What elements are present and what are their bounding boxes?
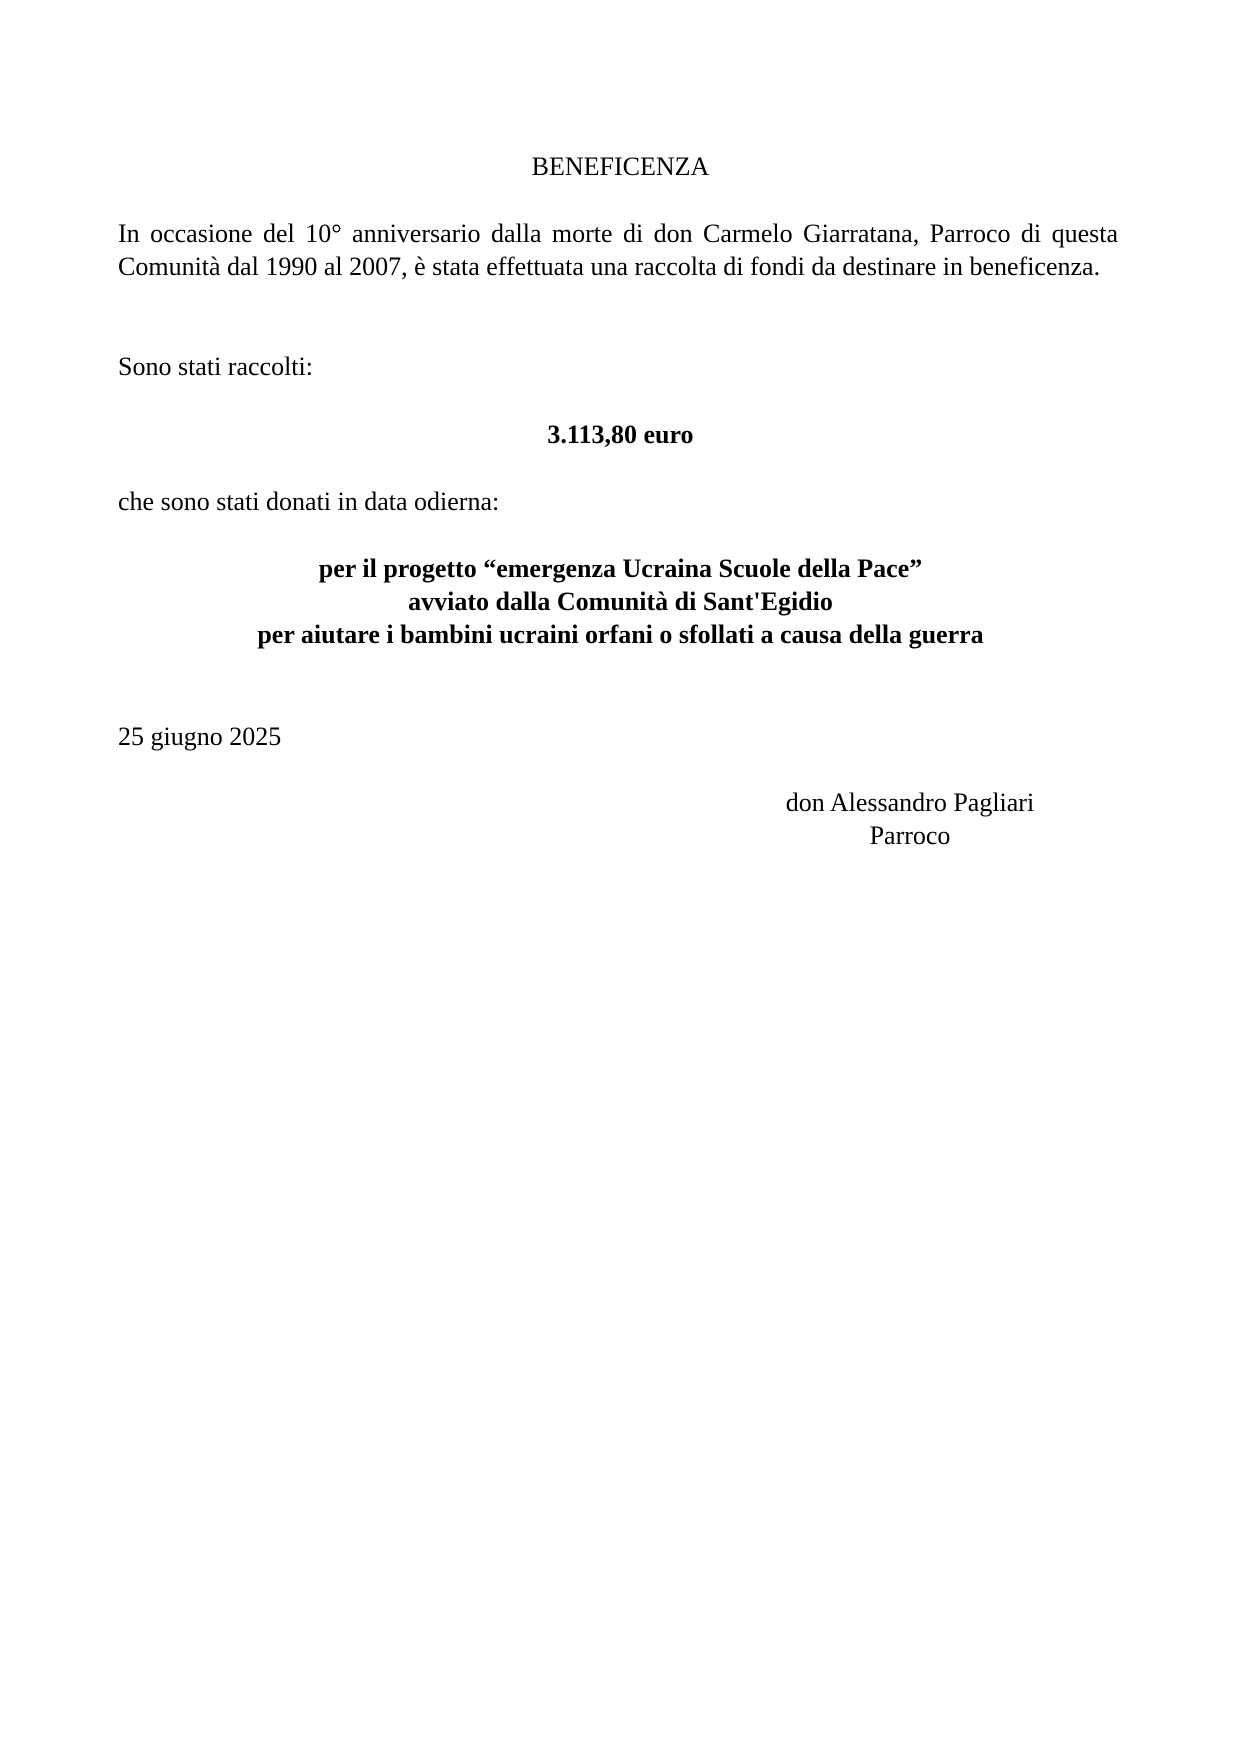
- document-title: BENEFICENZA: [531, 152, 710, 181]
- intro-paragraph: In occasione del 10° anniversario dalla morte di don Carmelo Giarratana, Parroco di questa Comunità dal 1990 al 2007, è stata effettuata una raccolta di fondi da destinare in beneficenza.: [118, 219, 1118, 281]
- project-line: per aiutare i bambini ucraini orfani o sfollati a causa della guerra: [257, 620, 984, 649]
- signature-block: [770, 786, 1050, 852]
- donated-label: che sono stati donati in data odierna:: [118, 487, 500, 516]
- project-description: [0, 552, 1241, 651]
- signature-role: Parroco: [869, 821, 951, 850]
- collected-amount: 3.113,80 euro: [547, 420, 694, 449]
- signature-name: don Alessandro Pagliari: [785, 788, 1035, 817]
- project-line: avviato dalla Comunità di Sant'Egidio: [408, 587, 833, 616]
- project-line: per il progetto “emergenza Ucraina Scuole della Pace”: [318, 554, 923, 583]
- collected-label: Sono stati raccolti:: [118, 352, 313, 381]
- document-date: 25 giugno 2025: [118, 722, 282, 751]
